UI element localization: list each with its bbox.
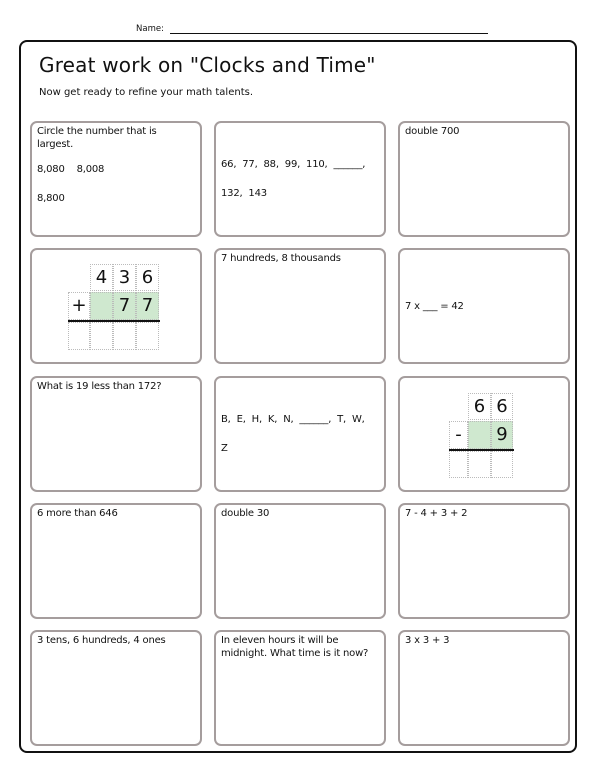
sequence-line-2: 132, 143: [221, 188, 267, 199]
problem-text: 7 x ___ = 42: [405, 300, 464, 312]
problem-text: What is 19 less than 172?: [37, 381, 162, 392]
problem-text: Circle the number that is largest.: [37, 126, 157, 150]
operator-cell: -: [449, 421, 468, 449]
problem-box-10[interactable]: [30, 503, 202, 619]
problem-box-5[interactable]: [214, 248, 386, 364]
digit-cell: 6: [491, 393, 513, 420]
answer-cell[interactable]: [449, 451, 468, 478]
name-field[interactable]: [136, 24, 488, 34]
name-label: Name:: [136, 24, 164, 34]
problem-box-8[interactable]: [214, 376, 386, 492]
problem-box-14[interactable]: [214, 630, 386, 746]
digit-cell: 4: [90, 264, 113, 291]
digit-cell: 3: [113, 264, 136, 291]
problem-box-2[interactable]: [214, 121, 386, 237]
sequence-line-1: B, E, H, K, N, ______, T, W,: [221, 414, 365, 425]
problem-box-11[interactable]: [214, 503, 386, 619]
option[interactable]: 8,080: [37, 164, 65, 175]
answer-cell[interactable]: [491, 451, 513, 478]
worksheet-title: Great work on "Clocks and Time": [39, 53, 376, 77]
problem-text: 7 - 4 + 3 + 2: [405, 508, 468, 519]
sequence-line-2: Z: [221, 443, 228, 454]
problem-box-6[interactable]: [398, 248, 570, 364]
problem-text: 7 hundreds, 8 thousands: [221, 253, 341, 264]
answer-cell[interactable]: [90, 322, 113, 350]
name-line[interactable]: [170, 24, 488, 34]
answer-cell[interactable]: [468, 451, 491, 478]
problem-box-3[interactable]: [398, 121, 570, 237]
option[interactable]: 8,800: [37, 193, 65, 204]
problem-box-15[interactable]: [398, 630, 570, 746]
problem-text: In eleven hours it will be midnight. What time is it now?: [221, 635, 369, 659]
problem-box-13[interactable]: [30, 630, 202, 746]
digit-cell: 6: [136, 264, 159, 291]
answer-cell[interactable]: [68, 322, 90, 350]
sequence-line-1: 66, 77, 88, 99, 110, ______,: [221, 159, 366, 170]
answer-cell[interactable]: [136, 322, 159, 350]
problem-box-12[interactable]: [398, 503, 570, 619]
digit-cell: 6: [468, 393, 491, 420]
operator-cell: +: [68, 292, 90, 320]
answer-cell[interactable]: [113, 322, 136, 350]
problem-text: 3 tens, 6 hundreds, 4 ones: [37, 635, 166, 646]
problem-text: double 700: [405, 126, 460, 137]
problem-box-7[interactable]: [30, 376, 202, 492]
option[interactable]: 8,008: [76, 164, 105, 175]
digit-cell: [90, 292, 113, 320]
digit-cell: 9: [491, 421, 513, 449]
problem-text: 6 more than 646: [37, 508, 118, 519]
problem-text: 3 x 3 + 3: [405, 635, 450, 646]
worksheet-subtitle: Now get ready to refine your math talents.: [39, 87, 253, 98]
digit-cell: 7: [136, 292, 159, 320]
problem-box-1[interactable]: [30, 121, 202, 237]
problem-text: double 30: [221, 508, 270, 519]
digit-cell: 7: [113, 292, 136, 320]
digit-cell: [468, 421, 491, 449]
